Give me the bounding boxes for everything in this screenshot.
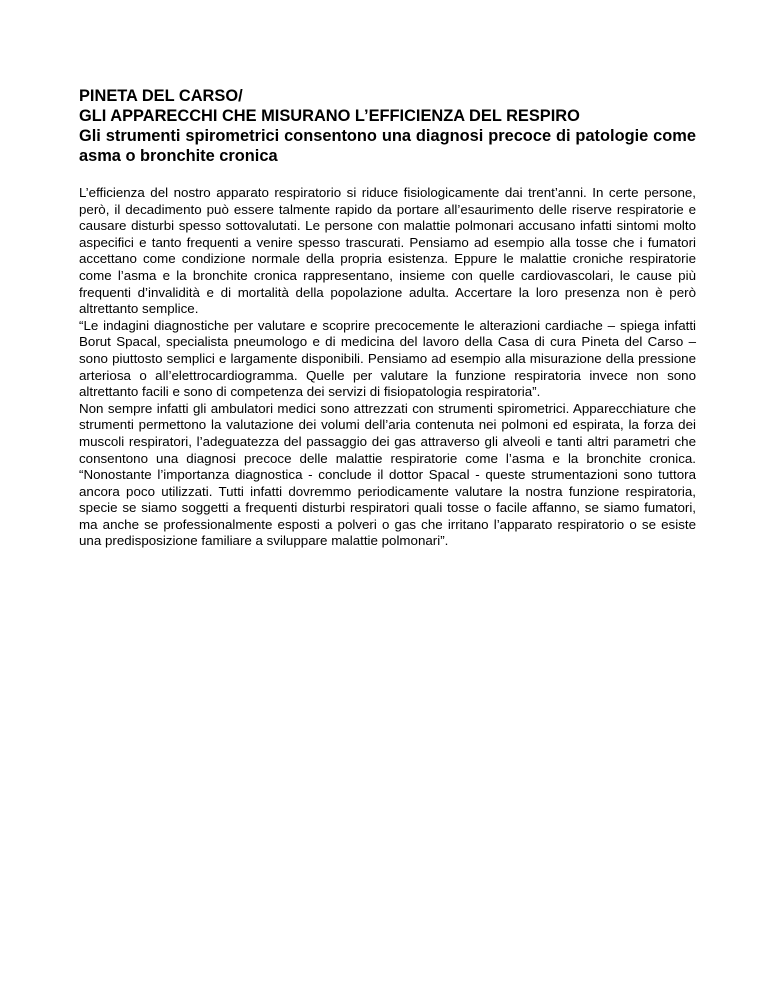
document-page bbox=[79, 86, 696, 550]
subtitle: Gli strumenti spirometrici consentono una diagnosi precoce di patologie come asma o bronchite cronica bbox=[79, 127, 696, 165]
paragraph-3: Non sempre infatti gli ambulatori medici sono attrezzati con strumenti spirometrici. Apparecchiature che strumenti permettono la valutazione dei volumi dell’aria contenuta nei polmoni ed espirata, la forza dei muscoli respiratori, l’adeguatezza del passaggio dei gas attraverso gli alveoli e tanti altri parametri che consentono una diagnosi precoce delle malattie respiratorie come l’asma e la bronchite cronica. “Nonostante l’importanza diagnostica - conclude il dottor Spacal - queste strumentazioni sono tuttora ancora poco utilizzati. Tutti infatti dovremmo periodicamente valutare la nostra funzione respiratoria, specie se siamo soggetti a frequenti disturbi respiratori quali tosse o facile affanno, se siamo fumatori, ma anche se professionalmente esposti a polveri o gas che irritano l’apparato respiratorio o se esiste una predisposizione familiare a sviluppare malattie polmonari”. bbox=[79, 400, 696, 549]
heading-line-2: GLI APPARECCHI CHE MISURANO L’EFFICIENZA DEL RESPIRO bbox=[79, 107, 580, 125]
paragraph-2: “Le indagini diagnostiche per valutare e scoprire precocemente le alterazioni cardiache – spiega infatti Borut Spacal, specialista pneumologo e di medicina del lavoro della Casa di cura Pineta del Carso – sono piuttosto semplici e largamente disponibili. Pensiamo ad esempio alla misurazione della pressione arteriosa o all’elettrocardiogramma. Quelle per valutare la funzione respiratoria invece non sono altrettanto facili e sono di competenza dei servizi di fisiopatologia respiratoria”. bbox=[79, 317, 696, 400]
paragraph-1: L’efficienza del nostro apparato respiratorio si riduce fisiologicamente dai trent’anni. In certe persone, però, il decadimento può essere talmente rapido da portare all’esaurimento delle riserve respiratorie e causare disturbi spesso sottovalutati. Le persone con malattie polmonari accusano infatti sintomi molto aspecifici e tanto frequenti a venire spesso trascurati. Pensiamo ad esempio alla tosse che i fumatori accettano come condizione normale della propria esistenza. Eppure le malattie croniche respiratorie come l’asma e la bronchite cronica rappresentano, insieme con quelle cardiovascolari, le cause più frequenti d’invalidità e di mortalità della popolazione adulta. Accertare la loro presenza non è però altrettanto semplice. bbox=[79, 185, 696, 317]
article-body bbox=[79, 185, 696, 550]
heading-line-1: PINETA DEL CARSO/ bbox=[79, 87, 243, 105]
